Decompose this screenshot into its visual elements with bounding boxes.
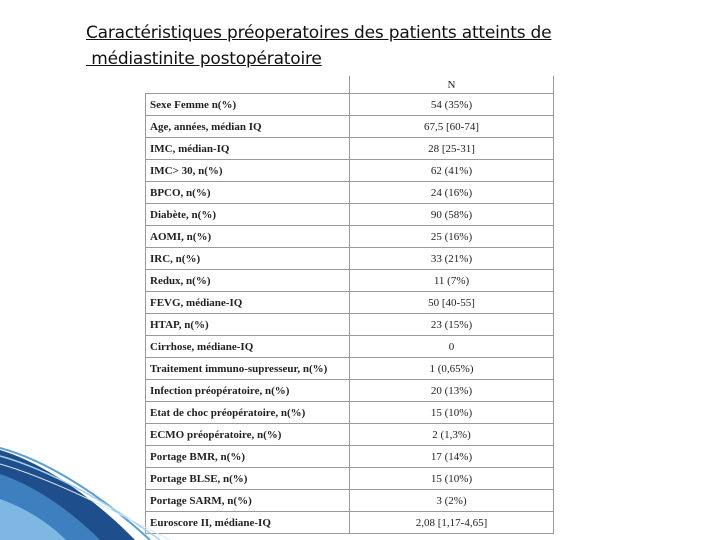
table-row xyxy=(146,490,554,512)
row-label: Infection préopératoire, n(%) xyxy=(146,380,350,402)
table-header-n: N xyxy=(350,76,554,94)
table-header-corner xyxy=(146,76,350,94)
row-value: 23 (15%) xyxy=(350,314,554,336)
table-row xyxy=(146,380,554,402)
row-value: 90 (58%) xyxy=(350,204,554,226)
table-header-row xyxy=(146,76,554,94)
table-row xyxy=(146,138,554,160)
row-label: Traitement immuno-supresseur, n(%) xyxy=(146,358,350,380)
row-label: IMC> 30, n(%) xyxy=(146,160,350,182)
row-value: 20 (13%) xyxy=(350,380,554,402)
row-value: 2,08 [1,17-4,65] xyxy=(350,512,554,534)
patient-characteristics-table-image xyxy=(145,76,554,540)
row-label: Euroscore II, médiane-IQ xyxy=(146,512,350,534)
row-label: FEVG, médiane-IQ xyxy=(146,292,350,314)
table-row xyxy=(146,292,554,314)
row-label: Portage BLSE, n(%) xyxy=(146,468,350,490)
table-body xyxy=(146,94,554,534)
row-value: 62 (41%) xyxy=(350,160,554,182)
row-label: Age, années, médian IQ xyxy=(146,116,350,138)
row-label: Redux, n(%) xyxy=(146,270,350,292)
row-value: 28 [25-31] xyxy=(350,138,554,160)
corner-swoosh-decoration xyxy=(0,444,170,540)
row-value: 11 (7%) xyxy=(350,270,554,292)
row-label: IRC, n(%) xyxy=(146,248,350,270)
table-row xyxy=(146,402,554,424)
row-value: 54 (35%) xyxy=(350,94,554,116)
row-value: 25 (16%) xyxy=(350,226,554,248)
table-row xyxy=(146,314,554,336)
row-value: 15 (10%) xyxy=(350,468,554,490)
slide-title-line2: médiastinite postopératoire xyxy=(86,49,322,69)
table-row xyxy=(146,226,554,248)
table-row xyxy=(146,270,554,292)
row-value: 33 (21%) xyxy=(350,248,554,270)
row-value: 15 (10%) xyxy=(350,402,554,424)
row-label: Portage BMR, n(%) xyxy=(146,446,350,468)
patient-characteristics-table xyxy=(145,76,554,534)
row-label: Cirrhose, médiane-IQ xyxy=(146,336,350,358)
slide-title-line1: Caractéristiques préoperatoires des patients atteints de xyxy=(86,23,552,43)
row-value: 1 (0,65%) xyxy=(350,358,554,380)
table-row xyxy=(146,204,554,226)
table-row xyxy=(146,94,554,116)
table-row xyxy=(146,358,554,380)
table-row xyxy=(146,182,554,204)
row-label: Portage SARM, n(%) xyxy=(146,490,350,512)
row-value: 24 (16%) xyxy=(350,182,554,204)
row-label: Diabète, n(%) xyxy=(146,204,350,226)
table-row xyxy=(146,336,554,358)
row-label: AOMI, n(%) xyxy=(146,226,350,248)
table-row xyxy=(146,512,554,534)
row-label: Etat de choc préopératoire, n(%) xyxy=(146,402,350,424)
row-value: 3 (2%) xyxy=(350,490,554,512)
table-row xyxy=(146,424,554,446)
table-row xyxy=(146,446,554,468)
row-value: 17 (14%) xyxy=(350,446,554,468)
row-label: ECMO préopératoire, n(%) xyxy=(146,424,350,446)
row-label: HTAP, n(%) xyxy=(146,314,350,336)
table-row xyxy=(146,468,554,490)
table-row xyxy=(146,248,554,270)
row-value: 67,5 [60-74] xyxy=(350,116,554,138)
table-row xyxy=(146,160,554,182)
row-value: 2 (1,3%) xyxy=(350,424,554,446)
row-value: 50 [40-55] xyxy=(350,292,554,314)
slide-title xyxy=(86,20,646,72)
row-label: Sexe Femme n(%) xyxy=(146,94,350,116)
table-row xyxy=(146,116,554,138)
row-value: 0 xyxy=(350,336,554,358)
row-label: BPCO, n(%) xyxy=(146,182,350,204)
row-label: IMC, médian-IQ xyxy=(146,138,350,160)
